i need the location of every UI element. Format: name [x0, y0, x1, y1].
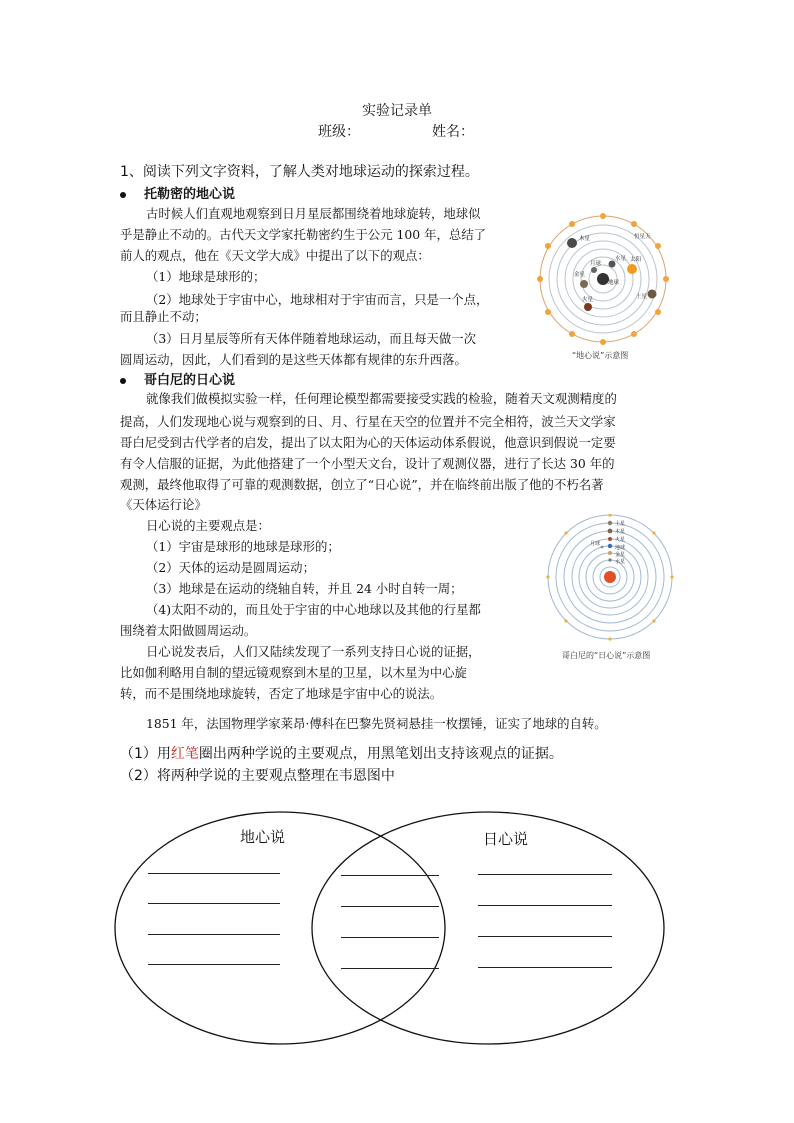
- question-1-prompt: 1、阅读下列文字资料，了解人类对地球运动的探索过程。: [120, 164, 479, 180]
- venn-diagram: [110, 808, 666, 1050]
- svg-text:水星: 水星: [615, 559, 626, 565]
- venn-right-label: 日心说: [483, 830, 529, 848]
- mercury-icon: [608, 558, 611, 561]
- svg-text:地球: 地球: [615, 545, 626, 551]
- svg-text:月球: 月球: [590, 261, 602, 267]
- svg-text:土星: 土星: [636, 294, 648, 300]
- page-title: 实验记录单: [362, 103, 432, 119]
- svg-text:金星: 金星: [615, 552, 626, 558]
- evidence-line: 转，而不是围绕地球旋转，否定了地球是宇宙中心的说法。: [120, 686, 443, 701]
- heliocentric-caption: 哥白尼的“日心说”示意图: [562, 651, 651, 660]
- svg-text:木星: 木星: [615, 529, 626, 535]
- venn-right-blank[interactable]: [478, 905, 612, 906]
- svg-text:恒星天: 恒星天: [634, 234, 651, 240]
- heliocentric-point: 围绕着太阳做圆周运动。: [120, 623, 257, 638]
- venn-left-blank[interactable]: [148, 934, 280, 935]
- evidence-line: 比如伽利略用自制的望远镜观察到木星的卫星，以木星为中心旋: [120, 665, 467, 680]
- class-label: 班级：: [318, 124, 360, 140]
- sun-icon: [604, 571, 616, 583]
- venn-right-blank[interactable]: [478, 936, 612, 937]
- foucault-line: 1851 年，法国物理学家莱昂·傅科在巴黎先贤祠悬挂一枚摆锤，证实了地球的自转。: [146, 716, 607, 731]
- geocentric-diagram: [532, 208, 674, 354]
- sun-icon: [627, 264, 637, 274]
- svg-text:太阳: 太阳: [630, 257, 642, 263]
- copernicus-line: 哥白尼受到古代学者的启发，提出了以太阳为心的天体运动体系假说，他意识到假说一定要: [120, 435, 616, 450]
- task-1: （1）用红笔圈出两种学说的主要观点，用黑笔划出支持该观点的证据。: [120, 746, 563, 762]
- venn-middle-blank[interactable]: [341, 875, 439, 876]
- venus-icon: [608, 551, 612, 555]
- saturn-icon: [608, 521, 612, 525]
- ptolemy-line: 乎是静止不动的。古代天文学家托勒密约生于公元 100 年，总结了: [120, 227, 487, 242]
- name-label: 姓名：: [432, 124, 474, 140]
- svg-text:月球: 月球: [590, 541, 601, 547]
- venn-middle-blank[interactable]: [341, 937, 439, 938]
- ptolemy-line: 前人的观点，他在《天文学大成》中提出了以下的观点：: [120, 248, 430, 263]
- venn-left-label: 地心说: [240, 828, 286, 846]
- red-pen-text: 红笔: [170, 746, 199, 762]
- venn-middle-blank[interactable]: [341, 906, 439, 907]
- ptolemy-point: 圆周运动，因此，人们看到的是这些天体都有规律的东升西落。: [120, 352, 467, 367]
- copernicus-line: 观测，最终他取得了可靠的观测数据，创立了“日心说”，并在临终前出版了他的不朽名著: [120, 477, 604, 492]
- heliocentric-point: （4)太阳不动的，而且处于宇宙的中心地球以及其他的行星都: [146, 602, 481, 617]
- earth-icon: [608, 544, 612, 548]
- mars-icon: [584, 303, 592, 311]
- heliocentric-intro: 日心说的主要观点是：: [146, 518, 270, 533]
- ptolemy-point: 而且静止不动；: [120, 309, 207, 324]
- bullet-icon: [120, 378, 126, 384]
- section-heading-ptolemy: 托勒密的地心说: [120, 183, 235, 202]
- svg-text:地球: 地球: [608, 280, 620, 286]
- venn-left-blank[interactable]: [148, 964, 280, 965]
- ptolemy-point: （1）地球是球形的；: [146, 269, 266, 284]
- evidence-line: 日心说发表后，人们又陆续发现了一系列支持日心说的证据，: [146, 644, 481, 659]
- jupiter-icon: [608, 529, 613, 534]
- geocentric-caption: “地心说”示意图: [572, 351, 629, 360]
- venn-right-blank[interactable]: [478, 967, 612, 968]
- moon-icon: [591, 267, 597, 273]
- copernicus-line: 提高，人们发现地心说与观察到的日、月、行星在天空的位置并不完全相符，波兰天文学家: [120, 414, 616, 429]
- svg-text:金星: 金星: [574, 272, 586, 278]
- heliocentric-point: （2）天体的运动是圆周运动；: [146, 560, 315, 575]
- heliocentric-point: （3）地球是在运动的绕轴自转，并且 24 小时自转一周；: [146, 581, 463, 596]
- mars-icon: [608, 537, 612, 541]
- svg-text:土星: 土星: [615, 521, 626, 527]
- moon-icon: [601, 546, 604, 549]
- venn-middle-blank[interactable]: [341, 968, 439, 969]
- ptolemy-point: （2）地球处于宇宙中心，地球相对于宇宙而言，只是一个点，: [146, 292, 489, 307]
- svg-text:火星: 火星: [615, 537, 626, 543]
- heliocentric-point: （1）宇宙是球形的地球是球形的；: [146, 539, 340, 554]
- venus-icon: [580, 280, 588, 288]
- copernicus-line: 有令人信服的证据，为此他搭建了一个小型天文台，设计了观测仪器，进行了长达 30 年的: [120, 456, 615, 471]
- section-heading-copernicus: 哥白尼的日心说: [120, 369, 235, 388]
- jupiter-icon: [567, 238, 577, 248]
- ptolemy-line: 古时候人们直观地观察到日月星辰都围绕着地球旋转，地球似: [146, 206, 481, 221]
- copernicus-line: 《天体运行论》: [120, 497, 207, 512]
- venn-left-blank[interactable]: [148, 873, 280, 874]
- saturn-icon: [648, 290, 657, 299]
- task-2: （2）将两种学说的主要观点整理在韦恩图中: [120, 768, 395, 784]
- bullet-icon: [120, 192, 126, 198]
- venn-right-blank[interactable]: [478, 874, 612, 875]
- svg-text:木星: 木星: [579, 236, 591, 242]
- svg-text:水星: 水星: [615, 256, 627, 262]
- copernicus-line: 就像我们做模拟实验一样，任何理论模型都需要接受实践的检验，随着天文观测精度的: [146, 391, 617, 406]
- venn-left-blank[interactable]: [148, 903, 280, 904]
- svg-text:火星: 火星: [582, 297, 594, 303]
- ptolemy-point: （3）日月星辰等所有天体伴随着地球运动，而且每天做一次: [146, 331, 477, 346]
- heliocentric-diagram: [544, 514, 682, 648]
